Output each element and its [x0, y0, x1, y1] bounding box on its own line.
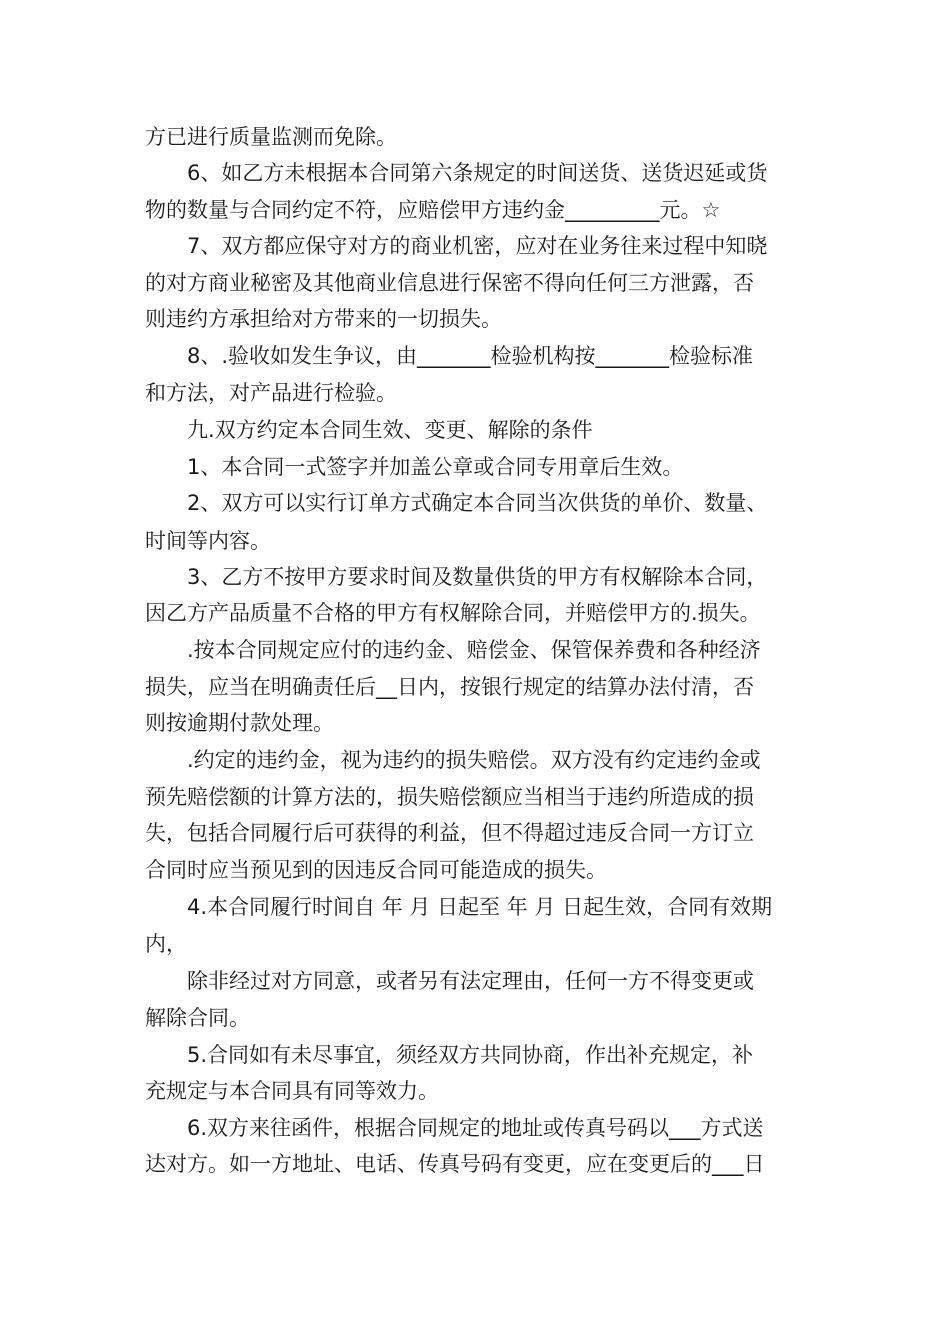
text-line: .按本合同规定应付的违约金、赔偿金、保管保养费和各种经济 [187, 638, 761, 662]
text-line: 充规定与本合同具有同等效力。 [145, 1079, 439, 1103]
text-line: 4.本合同履行时间自 年 月 日起至 年 月 日起生效，合同有效期 [187, 895, 773, 919]
text-line: 时间等内容。 [145, 529, 271, 553]
text-line: 预先赔偿额的计算方法的，损失赔偿额应当相当于违约所造成的损 [145, 785, 754, 809]
text-line: 2、双方可以实行订单方式确定本合同当次供货的单价、数量、 [187, 491, 768, 515]
text-line: 合同时应当预见到的因违反合同可能造成的损失。 [145, 858, 607, 882]
text-line: 7、双方都应保守对方的商业机密，应对在业务往来过程中知晓 [187, 234, 768, 258]
text-line: 3、乙方不按甲方要求时间及数量供货的甲方有权解除本合同， [187, 565, 768, 589]
text-line: 因乙方产品质量不合格的甲方有权解除合同，并赔偿甲方的.损失。 [145, 601, 761, 625]
text-line: 和方法，对产品进行检验。 [145, 381, 397, 405]
section-heading: 九.双方约定本合同生效、变更、解除的条件 [187, 418, 593, 442]
text-line: 则违约方承担给对方带来的一切损失。 [145, 307, 502, 331]
text-line: 的对方商业秘密及其他商业信息进行保密不得向任何三方泄露，否 [145, 271, 754, 295]
text-line: 6.双方来往函件，根据合同规定的地址或传真号码以___方式送 [187, 1116, 764, 1140]
text-line: 8、.验收如发生争议，由_______检验机构按_______检验标准 [187, 344, 754, 368]
text-line: 失，包括合同履行后可获得的利益，但不得超过违反合同一方订立 [145, 821, 754, 845]
text-line: 物的数量与合同约定不符，应赔偿甲方违约金_________元。☆ [145, 198, 721, 222]
text-line: 方已进行质量监测而免除。 [145, 125, 397, 149]
text-line: 达对方。如一方地址、电话、传真号码有变更，应在变更后的___日 [145, 1152, 765, 1176]
text-line: 则按逾期付款处理。 [145, 711, 334, 735]
text-line: 损失，应当在明确责任后__日内，按银行规定的结算办法付清，否 [145, 675, 754, 699]
text-line: 内， [145, 932, 187, 956]
text-line: 1、本合同一式签字并加盖公章或合同专用章后生效。 [187, 455, 684, 479]
text-line: 除非经过对方同意，或者另有法定理由，任何一方不得变更或 [187, 969, 754, 993]
text-line: 解除合同。 [145, 1006, 250, 1030]
text-line: 6、如乙方未根据本合同第六条规定的时间送货、送货迟延或货 [187, 161, 768, 185]
text-line: 5.合同如有未尽事宜，须经双方共同协商，作出补充规定，补 [187, 1043, 754, 1067]
text-line: .约定的违约金，视为违约的损失赔偿。双方没有约定违约金或 [187, 748, 761, 772]
